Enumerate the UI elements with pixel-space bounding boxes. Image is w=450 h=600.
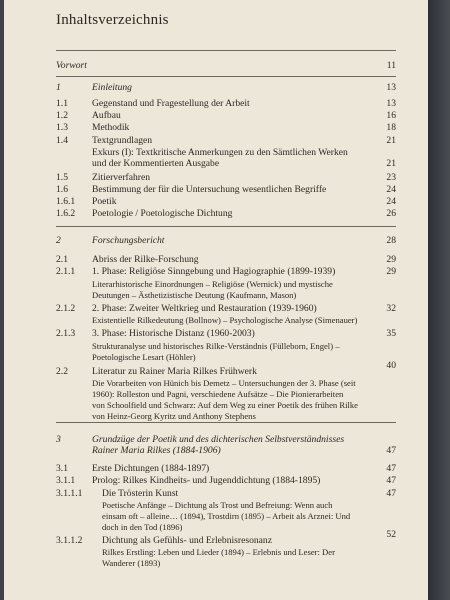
section-divider	[56, 76, 396, 77]
page-edge-shadow	[428, 0, 450, 600]
section-divider	[56, 226, 396, 227]
book-page: Inhaltsverzeichnis Vorwort 11 1 Einleitung 13 1.1 Gegenstand und Fragestellung der Arbeit 13 1.2 Aufbau 16 1.3 Methodik 18 1.4 Textgrundlagen 21 Exkurs (I): Textkritische Anmerkungen zu den Sämtlichen Werken und der Kommentierten Ausgabe 21 1.5 Zitierverfahren 23 1.6 Bestimmung der für die Untersuchung wesentlichen Begriffe 24 1.6.1 Poetik 24 1.6.2 Poetologie / Poetologische Dichtung 26 2 Forschungsbericht 28 2.1 Abriss der Rilke-Forschung 29 2.1.1 1. Phase: Religiöse Sinngebung und Hagiographie (1899-1939) 29 Literarhistorische Einordnungen – Religiöse (Wernick) und mystische Deutungen – Ästhetizistische Deutung (Kaufmann, Mason) 2.1.2 2. Phase: Zweiter Weltkrieg und Restauration (1939-1960) 32 Existentielle Rilkedeutung (Bollnow) – Psychologische Analyse (Simenauer) 2.1.3 3. Phase: Historische Distanz (1960-2003) 35 Strukturanalyse und historisches Rilke-Verständnis (Fülleborn, Engel) – Poetologische Lesart (Höhler) 2.2 Literatur zu Rainer Maria Rilkes Frühwerk 40 Die Vorarbeiten von Hünich bis Demetz – Untersuchungen der 3. Phase (seit 1960): Rolleston und Pagni, verschiedene Aufsätze – Die Pionierarbeiten von Schoolfield und Schwarz: Auf dem Weg zu einer Poetik des frühen Rilke von Heinz-Georg Kyritz und Anthony Stephens 3 Grundzüge der Poetik und des dichterischen Selbstverständnisses Rainer Maria Rilkes (1884-1906) 47 3.1 Erste Dichtungen (1884-1897) 47 3.1.1 Prolog: Rilkes Kindheits- und Jugenddichtung (1884-1895) 47 3.1.1.1 Die Trösterin Kunst 47 Poetische Anfänge – Dichtung als Trost und Befreiung: Wenn auch einsam oft – alleine… (1894), Trostdirn (1895) – Arbeit als Arznei: Und doch in den Tod (1896) 3.1.1.2 Dichtung als Gefühls- und Erlebnisresonanz 52 Rilkes Erstling: Leben und Lieder (1894) – Erlebnis und Leser: Der Wanderer (1893)	[4, 0, 428, 600]
section-divider	[56, 50, 396, 51]
page-title: Inhaltsverzeichnis	[56, 12, 169, 28]
section-divider	[56, 422, 396, 423]
